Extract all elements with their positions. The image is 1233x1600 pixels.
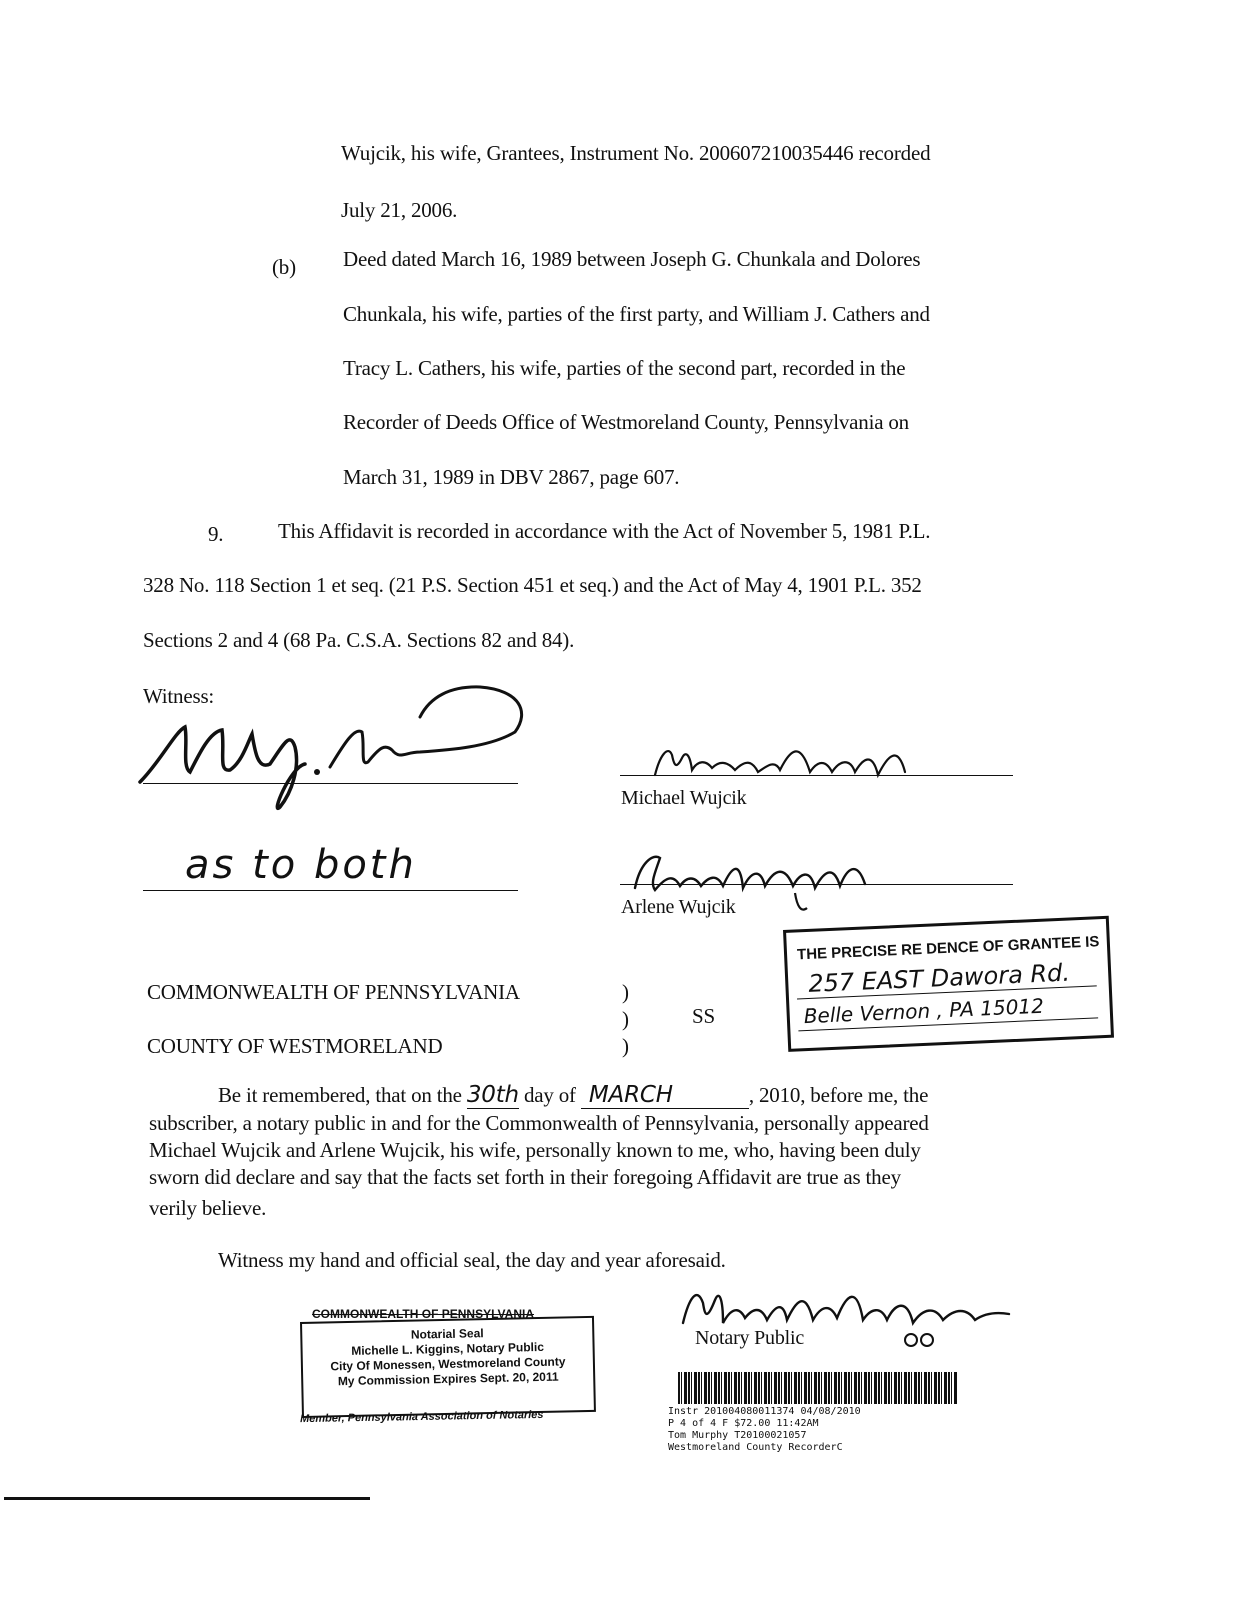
- signature-line-1: [620, 775, 1013, 776]
- venue-paren: ): [622, 980, 629, 1004]
- venue-county: COUNTY OF WESTMORELAND: [147, 1034, 443, 1058]
- ack-day: 30th: [466, 1082, 519, 1108]
- seal-line: City Of Monessen, Westmoreland County: [330, 1354, 566, 1374]
- item-b-line: March 31, 1989 in DBV 2867, page 607.: [343, 465, 680, 489]
- recorder-barcode: [678, 1372, 958, 1404]
- ack-line: verily believe.: [149, 1196, 267, 1220]
- venue-paren: ): [622, 1034, 629, 1058]
- notarial-seal: [300, 1316, 596, 1418]
- seal-member-line: Member, Pennsylvania Association of Notaries: [299, 1408, 544, 1426]
- notary-title: Notary Public: [695, 1327, 805, 1349]
- ack-month: MARCH: [581, 1082, 749, 1109]
- recorder-line: Tom Murphy T20100021057: [668, 1430, 807, 1441]
- witness-seal-line: Witness my hand and official seal, the day and year aforesaid.: [218, 1248, 726, 1272]
- witness-note: as to both: [185, 842, 417, 888]
- venue-ss: SS: [692, 1004, 715, 1028]
- ack-line-1: [218, 1082, 928, 1109]
- para9-line1: This Affidavit is recorded in accordance with the Act of November 5, 1981 P.L.: [278, 519, 931, 543]
- recorder-line: P 4 of 4 F $72.00 11:42AM: [668, 1418, 819, 1429]
- footnote-separator: [4, 1497, 370, 1500]
- stamp-heading: THE PRECISE RE DENCE OF GRANTEE IS: [796, 933, 1100, 964]
- recorder-line: Westmoreland County RecorderC: [668, 1442, 843, 1453]
- ack-day-of: day of: [523, 1083, 576, 1107]
- ack-line: sworn did declare and say that the facts set forth in their foregoing Affidavit are true as they: [149, 1165, 901, 1189]
- seal-line: My Commission Expires Sept. 20, 2011: [337, 1369, 559, 1389]
- ack-line: Michael Wujcik and Arlene Wujcik, his wife, personally known to me, who, having been duly: [149, 1138, 921, 1162]
- signer1-name: Michael Wujcik: [621, 787, 747, 809]
- ack-pre-day: Be it remembered, that on the: [218, 1083, 462, 1107]
- seal-header: COMMONWEALTH OF PENNSYLVANIA: [312, 1307, 534, 1321]
- para9-line2: 328 No. 118 Section 1 et seq. (21 P.S. Section 451 et seq.) and the Act of May 4, 1901 P.L. 352: [143, 573, 922, 597]
- seal-line: Notarial Seal: [410, 1326, 484, 1342]
- venue-paren: ): [622, 1007, 629, 1031]
- para8-line1: Wujcik, his wife, Grantees, Instrument No. 200607210035446 recorded: [341, 141, 931, 165]
- ack-line: subscriber, a notary public in and for the Commonwealth of Pennsylvania, personally appeared: [149, 1111, 929, 1135]
- ack-post: , 2010, before me, the: [748, 1083, 929, 1107]
- item-b-line: Deed dated March 16, 1989 between Joseph G. Chunkala and Dolores: [343, 247, 921, 271]
- item-b-line: Chunkala, his wife, parties of the first party, and William J. Cathers and: [343, 302, 930, 326]
- signer2-name: Arlene Wujcik: [621, 896, 736, 918]
- signature-michael-wujcik: [640, 730, 920, 790]
- stamp-address-line2: Belle Vernon , PA 15012: [803, 993, 1045, 1029]
- signature-line-2: [620, 884, 1013, 885]
- item-b-line: Recorder of Deeds Office of Westmoreland County, Pennsylvania on: [343, 410, 909, 434]
- witness-line-2: [143, 890, 518, 891]
- item-b-line: Tracy L. Cathers, his wife, parties of the second part, recorded in the: [343, 356, 906, 380]
- item-b-label: (b): [272, 255, 296, 279]
- seal-line: Michelle L. Kiggins, Notary Public: [351, 1339, 545, 1358]
- witness-line-1: [143, 783, 518, 784]
- witness-signature: [130, 672, 550, 822]
- residence-stamp: [783, 916, 1114, 1052]
- para9-number: 9.: [208, 522, 224, 546]
- recorder-line: Instr 201004080011374 04/08/2010: [668, 1406, 861, 1417]
- venue-commonwealth: COMMONWEALTH OF PENNSYLVANIA: [147, 980, 520, 1004]
- stamp-address-line1: 257 EAST Dawora Rd.: [807, 958, 1071, 998]
- para8-line2: July 21, 2006.: [341, 198, 458, 222]
- witness-label: Witness:: [143, 684, 215, 708]
- para9-line3: Sections 2 and 4 (68 Pa. C.S.A. Sections 82 and 84).: [143, 628, 575, 652]
